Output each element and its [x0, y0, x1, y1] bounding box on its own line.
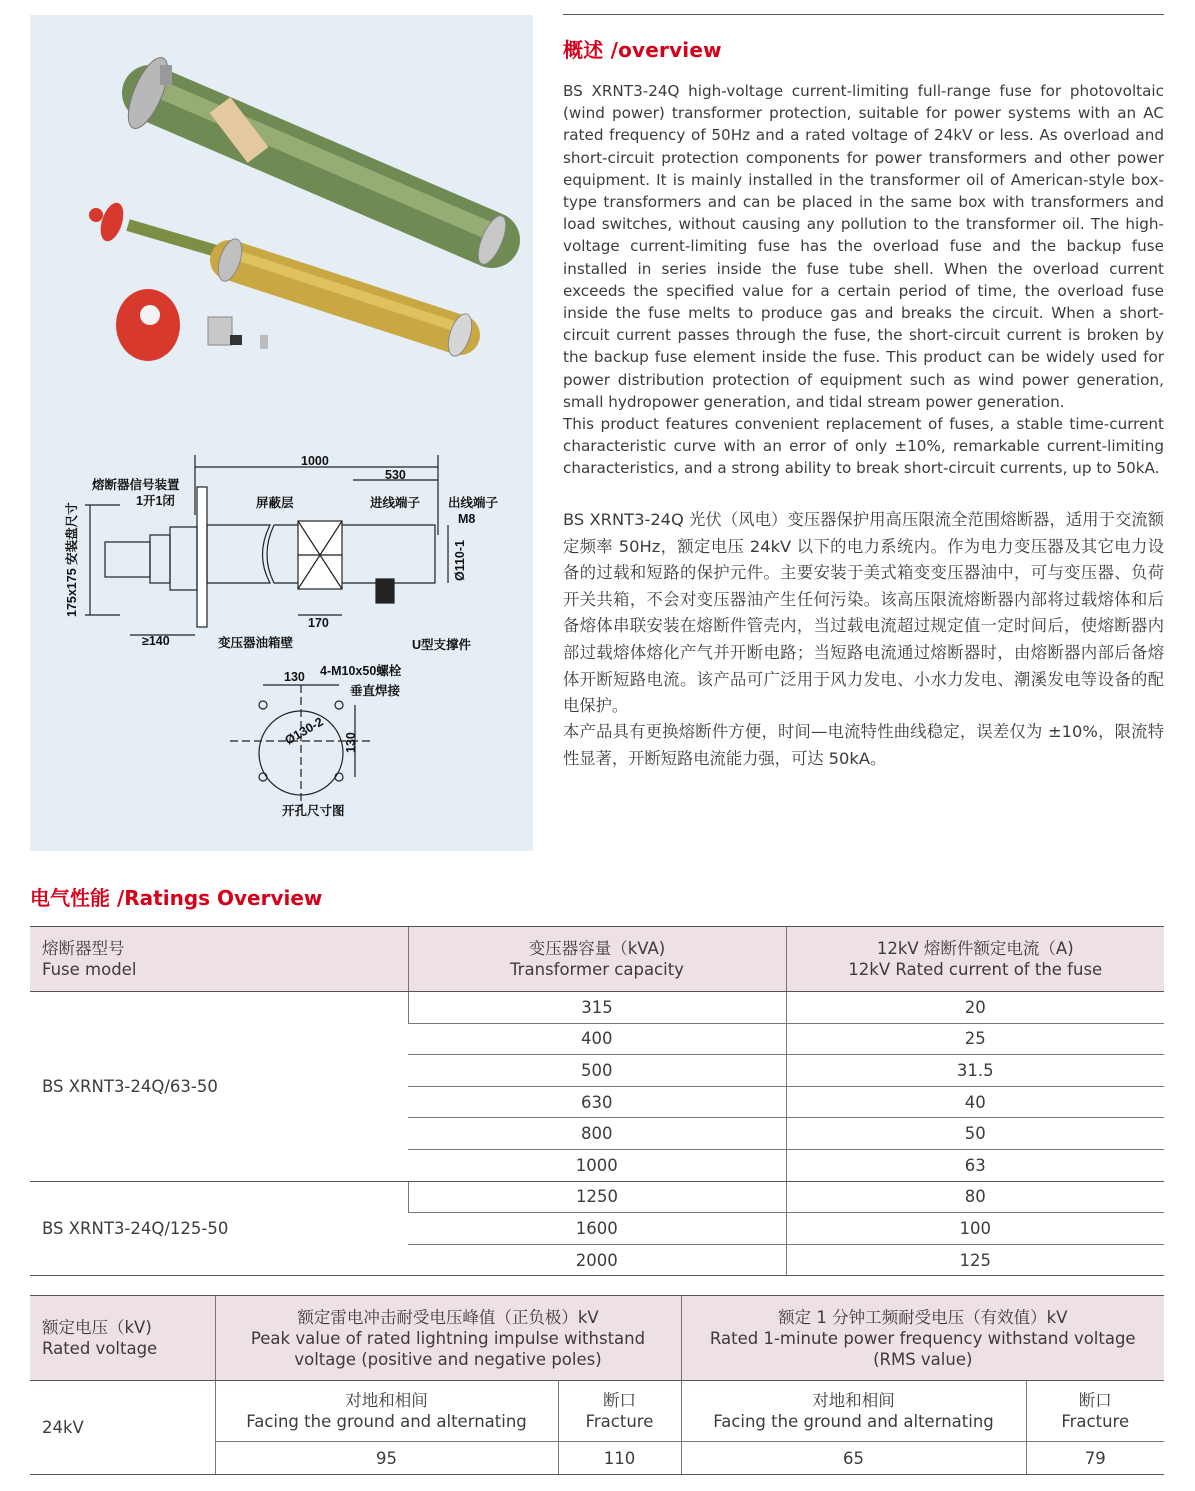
table-row	[30, 1181, 1164, 1213]
tank-wall-label: 变压器油箱壁	[218, 636, 294, 650]
header-en: Rated voltage	[42, 1339, 158, 1358]
current-cell: 25	[786, 1023, 1164, 1055]
sub-en: Facing the ground and alternating	[246, 1412, 527, 1431]
capacity-cell: 800	[408, 1118, 786, 1150]
shield-layer-label: 屏蔽层	[256, 496, 294, 510]
capacity-cell: 2000	[408, 1244, 786, 1276]
header-en: Fuse model	[42, 960, 137, 979]
capacity-cell: 1000	[408, 1149, 786, 1181]
fuse-ratings-table	[30, 926, 1164, 1276]
current-cell: 50	[786, 1118, 1164, 1150]
table-row	[30, 992, 1164, 1024]
inlet-terminal-label: 进线端子	[370, 496, 421, 510]
current-cell: 20	[786, 992, 1164, 1024]
header-en-line2: (RMS value)	[873, 1349, 973, 1369]
header-cn: 额定雷电冲击耐受电压峰值（正负极）kV	[297, 1307, 599, 1327]
header-en-line1: Peak value of rated lightning impulse withstand	[250, 1328, 646, 1348]
fuse-model-cell: BS XRNT3-24Q/125-50	[30, 1181, 408, 1276]
sub-en: Fracture	[585, 1412, 654, 1431]
header-power-frequency	[681, 1296, 1164, 1381]
overview-cn-paragraph-1: BS XRNT3-24Q 光伏（风电）变压器保护用高压限流全范围熔断器，适用于交流额定频率 50Hz，额定电压 24kV 以下的电力系统内。作为电力变压器及其它电力设备的过载和短路的保护元件。主要安装于美式箱变变压器油中，可与变压器、负荷开关共箱，不会对变压器油产生任何污染。该高压限流熔断器内部将过载熔体和后备熔体串联安装在熔断件管壳内，当过载电流超过规定值一定时间后，使熔断器内部过载熔体熔化产气并开断电路；当短路电流通过熔断器时，由熔断器内部后备熔体开断短路电流。该产品可广泛用于风力发电、小水力发电、潮溪发电等设备的配电保护。	[563, 510, 1164, 716]
power-fracture-value: 79	[1026, 1442, 1164, 1475]
capacity-cell: 1250	[408, 1181, 786, 1213]
table-header-row	[30, 927, 1164, 992]
current-cell: 40	[786, 1086, 1164, 1118]
diameter-110-label: Ø110-1	[453, 539, 467, 581]
overview-en-paragraph-1: BS XRNT3-24Q high-voltage current-limiting full-range fuse for photovoltaic (wind power) transformer protection, suitable for power systems with an AC rated frequency of 50Hz and a rated voltage of 24kV or less. As overload and short-circuit protection components for power transformers and other power equipment. It is mainly installed in the transformer oil of American-style box-type transformers and can be placed in the same box with transformers and load switches, without causing any pollution to the transformer oil. The high-voltage current-limiting fuse has the overload fuse and the backup fuse installed in series inside the fuse tube shell. When the overload current exceeds the specified value for a certain period of time, the overload fuse inside the fuse melts to produce gas and breaks the circuit. When a short-circuit current passes through the fuse, the short-circuit current is broken by the backup fuse element inside the fuse. This product can be widely used for power distribution protection of equipment such as wind power generation, small hydropower generation, and tidal stream power generation.	[563, 82, 1164, 411]
sub-header-row	[30, 1381, 1164, 1442]
current-cell: 100	[786, 1213, 1164, 1245]
power-ground-value: 65	[681, 1442, 1026, 1475]
sub-en: Fracture	[1061, 1412, 1130, 1431]
accessory-parts	[116, 289, 268, 361]
header-rated-voltage	[30, 1296, 215, 1381]
signal-device-label: 熔断器信号装置	[92, 478, 180, 492]
header-en: Transformer capacity	[510, 960, 684, 979]
header-cn: 额定电压（kV)	[42, 1318, 152, 1337]
product-illustration	[30, 15, 533, 851]
overview-en-paragraph-2: This product features convenient replacement of fuses, a stable time-current characteristic curve with an error of only ±10%, remarkable current-limiting characteristics, and a strong ability to break short-circuit currents, up to 50kA.	[563, 415, 1164, 478]
vertical-weld-label: 垂直焊接	[350, 684, 401, 698]
current-cell: 80	[786, 1181, 1164, 1213]
overview-cn-paragraph-2: 本产品具有更换熔断件方便，时间—电流特性曲线稳定，误差仅为 ±10%，限流特性显著，开断短路电流能力强，可达 50kA。	[563, 722, 1164, 768]
product-image-panel	[30, 15, 533, 851]
dim-170: 170	[308, 616, 329, 630]
ratings-heading: 电气性能 /Ratings Overview	[30, 886, 323, 910]
sub-en: Facing the ground and alternating	[713, 1412, 994, 1431]
current-cell: 63	[786, 1149, 1164, 1181]
outlet-thread-label: M8	[458, 512, 476, 526]
header-cn: 12kV 熔断件额定电流（A)	[876, 939, 1074, 958]
sub-cn: 断口	[603, 1391, 636, 1410]
header-en-line2: voltage (positive and negative poles)	[294, 1349, 602, 1369]
impulse-ground-value: 95	[215, 1442, 558, 1475]
header-cn: 额定 1 分钟工频耐受电压（有效值）kV	[778, 1307, 1068, 1327]
impulse-fracture-value: 110	[558, 1442, 681, 1475]
u-support-label: U型支撑件	[412, 638, 472, 652]
current-cell: 125	[786, 1244, 1164, 1276]
withstand-voltage-table	[30, 1295, 1164, 1475]
mount-size-label: 175x175 安装盘尺寸	[65, 502, 79, 617]
header-en: 12kV Rated current of the fuse	[848, 960, 1103, 979]
table-header-row	[30, 1296, 1164, 1381]
top-divider	[563, 14, 1164, 15]
sub-cn: 对地和相间	[345, 1391, 428, 1410]
sub-header-ground	[215, 1381, 558, 1442]
overview-heading: 概述 /overview	[563, 38, 722, 62]
sub-header-fracture	[558, 1381, 681, 1442]
sub-cn: 断口	[1078, 1391, 1112, 1410]
header-transformer-capacity	[408, 927, 786, 992]
signal-device-sub: 1开1闭	[136, 494, 175, 508]
capacity-cell: 315	[408, 992, 786, 1024]
header-fuse-model	[30, 927, 408, 992]
sub-header-fracture	[1026, 1381, 1164, 1442]
capacity-cell: 1600	[408, 1213, 786, 1245]
capacity-cell: 400	[408, 1023, 786, 1055]
capacity-cell: 630	[408, 1086, 786, 1118]
capacity-cell: 500	[408, 1055, 786, 1087]
header-cn: 变压器容量（kVA)	[528, 939, 666, 958]
dim-1000: 1000	[301, 454, 329, 468]
dim-130-top: 130	[284, 670, 305, 684]
dim-130-side: 130	[344, 732, 358, 753]
fuse-model-cell: BS XRNT3-24Q/63-50	[30, 992, 408, 1182]
dim-140: ≥140	[142, 634, 170, 648]
rated-voltage-value: 24kV	[30, 1381, 215, 1475]
diameter-130-label: Ø130-2	[282, 714, 326, 748]
sub-cn: 对地和相间	[812, 1391, 895, 1410]
outlet-terminal-label: 出线端子	[448, 496, 499, 510]
header-rated-current	[786, 927, 1164, 992]
cutout-caption: 开孔尺寸图	[282, 804, 345, 818]
header-cn: 熔断器型号	[42, 939, 125, 958]
header-lightning-impulse	[215, 1296, 681, 1381]
dim-530: 530	[385, 468, 406, 482]
bolts-label: 4-M10x50螺栓	[320, 664, 402, 678]
sub-header-ground	[681, 1381, 1026, 1442]
current-cell: 31.5	[786, 1055, 1164, 1087]
header-en-line1: Rated 1-minute power frequency withstand voltage	[709, 1328, 1136, 1348]
